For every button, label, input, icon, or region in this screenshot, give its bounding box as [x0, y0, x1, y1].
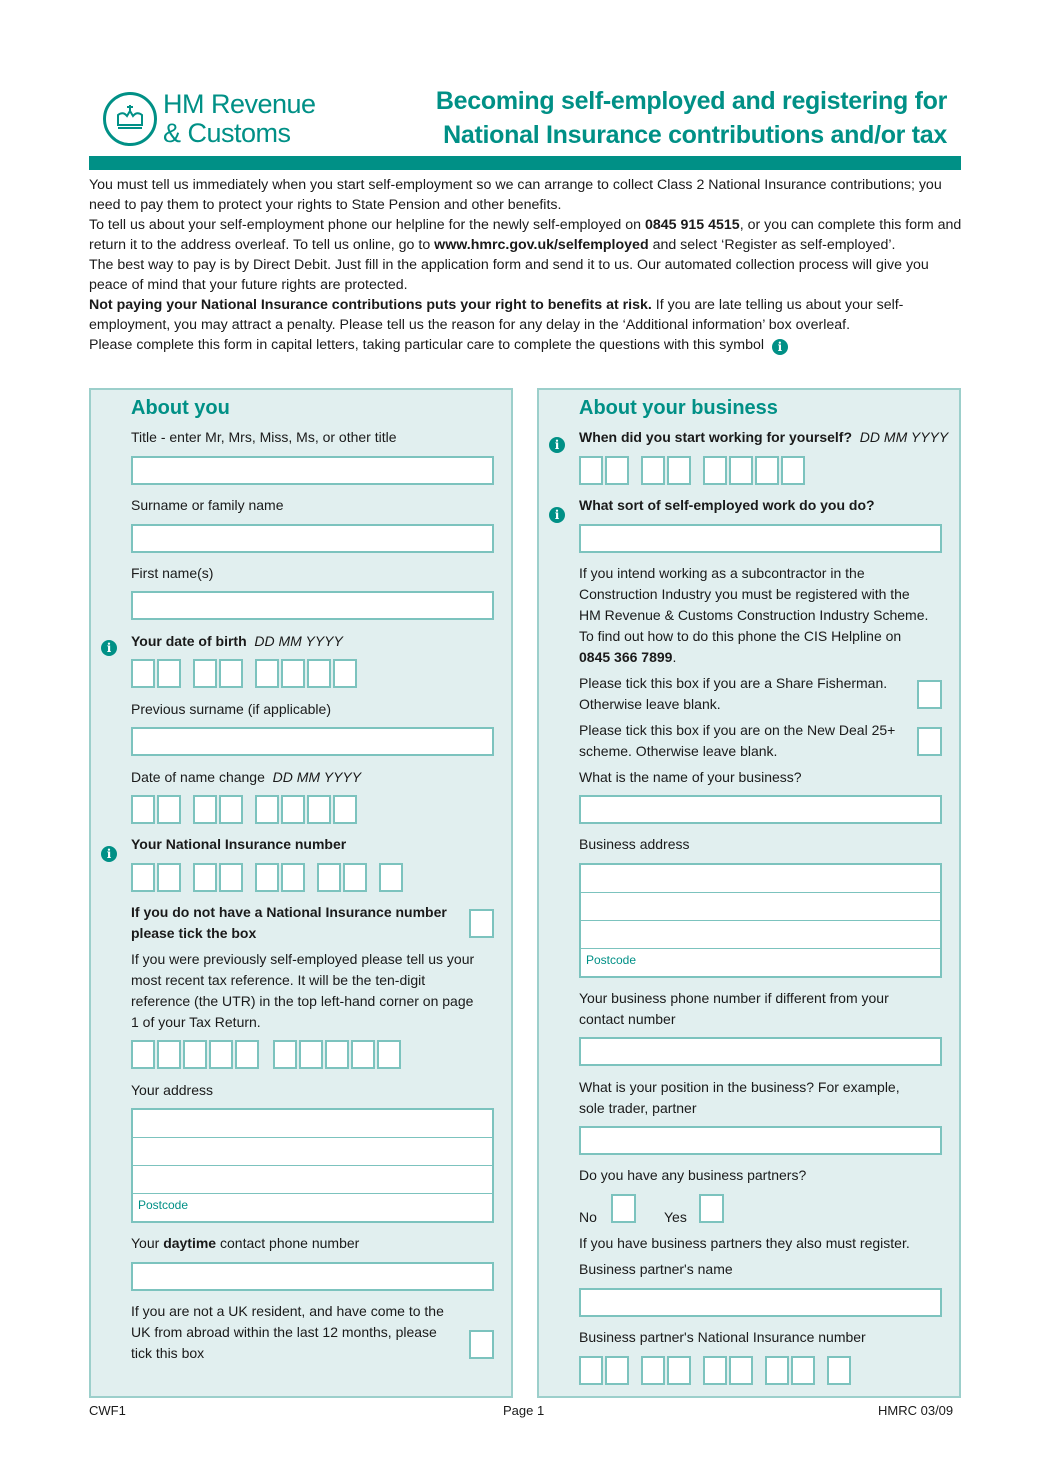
- prev-surname-input[interactable]: [131, 727, 494, 756]
- partner-nino-box[interactable]: [667, 1356, 691, 1385]
- dob-year-1[interactable]: [255, 659, 279, 688]
- start-label-text: When did you start working for yourself?: [579, 429, 853, 445]
- dob-day-2[interactable]: [157, 659, 181, 688]
- intro-p4-text: If you are late telling us about your self-employment, you may attract a penalty. Please tell us the reason for any delay in the ‘Additional information’ box overleaf.: [89, 297, 904, 333]
- utr-box[interactable]: [131, 1040, 155, 1069]
- new-deal-text-2: scheme. Otherwise leave blank.: [579, 743, 778, 759]
- utr-box[interactable]: [157, 1040, 181, 1069]
- nc-year-4[interactable]: [333, 795, 357, 824]
- start-month-2[interactable]: [667, 456, 691, 485]
- nc-year-3[interactable]: [307, 795, 331, 824]
- address-line-3[interactable]: [133, 1166, 492, 1194]
- intro-para-1: You must tell us immediately when you start self-employment so we can arrange to collect Class 2 National Insurance contributions; you need to pay them to protect your rights to State Pension and other benefits.: [89, 177, 942, 213]
- title-line-2: National Insurance contributions and/or tax: [443, 121, 947, 149]
- nino-box[interactable]: [193, 863, 217, 892]
- work-type-label: [579, 495, 875, 516]
- position-input[interactable]: [579, 1126, 942, 1155]
- partner-name-input[interactable]: [579, 1288, 942, 1317]
- phone-label-b: contact phone number: [216, 1235, 360, 1251]
- title-label: Title - enter Mr, Mrs, Miss, Ms, or other title: [131, 429, 397, 445]
- nc-month-1[interactable]: [193, 795, 217, 824]
- cis-phone: 0845 366 7899: [579, 649, 673, 665]
- utr-box[interactable]: [273, 1040, 297, 1069]
- nc-day-2[interactable]: [157, 795, 181, 824]
- fisherman-text: Please tick this box if you are a Share Fisherman. Otherwise leave blank.: [579, 675, 888, 712]
- start-year-1[interactable]: [703, 456, 727, 485]
- warning-bold: Not paying your National Insurance contributions puts your right to benefits at risk.: [89, 297, 652, 313]
- no-nino-text-2: please tick the box: [131, 925, 257, 941]
- surname-input[interactable]: [131, 524, 494, 553]
- intro-para-3: The best way to pay is by Direct Debit. Just fill in the application form and send it to us. Our automated collection process will give you peace of mind that your future rights are protected.: [89, 257, 929, 293]
- intro-para-4: [89, 295, 969, 335]
- dob-label-text: Your date of birth: [131, 633, 247, 649]
- dob-format: DD MM YYYY: [254, 633, 343, 649]
- cis-text: [579, 563, 934, 668]
- dob-year-2[interactable]: [281, 659, 305, 688]
- position-label: What is your position in the business? For example, sole trader, partner: [579, 1079, 900, 1116]
- partner-nino-box[interactable]: [605, 1356, 629, 1385]
- cis-text-end: .: [672, 649, 677, 665]
- first-name-input[interactable]: [131, 591, 494, 620]
- business-address-line-1[interactable]: [581, 865, 940, 893]
- utr-box[interactable]: [209, 1040, 233, 1069]
- utr-text: If you were previously self-employed please tell us your most recent tax reference. It will be the ten-digit reference (the UTR) in the top left-hand corner on page 1 of your Tax Return.: [131, 951, 475, 1030]
- partner-name-label: Business partner's name: [579, 1261, 733, 1277]
- nino-box[interactable]: [219, 863, 243, 892]
- nino-boxes: [131, 863, 405, 892]
- name-change-format: DD MM YYYY: [272, 769, 362, 785]
- partner-nino-box[interactable]: [827, 1356, 851, 1385]
- phone-input[interactable]: [131, 1262, 494, 1291]
- dob-year-3[interactable]: [307, 659, 331, 688]
- nc-year-1[interactable]: [255, 795, 279, 824]
- nino-label: [131, 834, 346, 855]
- no-label: No: [579, 1209, 597, 1225]
- intro-p2-text: To tell us about your self-employment phone our helpline for the newly self-employed on: [89, 217, 645, 233]
- utr-boxes: [131, 1040, 403, 1069]
- business-address-fields: [579, 863, 942, 978]
- title-line-1: Becoming self-employed and registering for: [435, 87, 947, 115]
- start-date-label: [579, 427, 948, 448]
- business-address-line-3[interactable]: [581, 921, 940, 949]
- nc-month-2[interactable]: [219, 795, 243, 824]
- name-change-label-text: Date of name change: [131, 769, 265, 785]
- hmrc-logo: [103, 89, 343, 148]
- form-version: HMRC 03/09: [878, 1403, 954, 1418]
- start-day-2[interactable]: [605, 456, 629, 485]
- dob-day-1[interactable]: [131, 659, 155, 688]
- nino-box[interactable]: [255, 863, 279, 892]
- phone-label-a: Your: [131, 1235, 164, 1251]
- address-line-2[interactable]: [133, 1138, 492, 1166]
- info-icon: i: [101, 640, 117, 656]
- nc-year-2[interactable]: [281, 795, 305, 824]
- nino-box[interactable]: [157, 863, 181, 892]
- info-icon: i: [772, 339, 788, 355]
- dob-label: [131, 631, 343, 652]
- work-label-text: What sort of self-employed work do you do?: [579, 497, 875, 513]
- phone-label-bold: daytime: [163, 1235, 217, 1251]
- postcode-label: Postcode: [138, 1198, 189, 1212]
- start-day-1[interactable]: [579, 456, 603, 485]
- business-name-input[interactable]: [579, 795, 942, 824]
- utr-box[interactable]: [235, 1040, 259, 1069]
- new-deal-text: [579, 720, 909, 762]
- partner-nino-box[interactable]: [765, 1356, 789, 1385]
- start-year-4[interactable]: [781, 456, 805, 485]
- partner-nino-box[interactable]: [579, 1356, 603, 1385]
- start-month-1[interactable]: [641, 456, 665, 485]
- no-nino-label: [131, 902, 461, 944]
- utr-box[interactable]: [377, 1040, 401, 1069]
- no-nino-checkbox[interactable]: [469, 909, 494, 938]
- non-uk-checkbox[interactable]: [469, 1330, 494, 1359]
- partner-nino-boxes: [579, 1356, 853, 1385]
- form-code: CWF1: [89, 1403, 126, 1418]
- utr-box[interactable]: [325, 1040, 349, 1069]
- name-change-label: [131, 767, 361, 788]
- business-name-label: What is the name of your business?: [579, 769, 802, 785]
- partners-no-checkbox[interactable]: [611, 1194, 636, 1223]
- non-uk-text: If you are not a UK resident, and have come to the UK from abroad within the last 12 months, please tick this box: [131, 1303, 444, 1361]
- intro-p5-text: Please complete this form in capital letters, taking particular care to complete the questions with this symbol: [89, 337, 765, 353]
- utr-box[interactable]: [183, 1040, 207, 1069]
- yes-label: Yes: [664, 1209, 687, 1225]
- address-label: Your address: [131, 1082, 213, 1098]
- page-number: Page 1: [503, 1403, 545, 1418]
- partners-note: If you have business partners they also must register.: [579, 1235, 910, 1251]
- fisherman-checkbox[interactable]: [917, 680, 942, 709]
- start-year-2[interactable]: [729, 456, 753, 485]
- business-phone-label: Your business phone number if different from your contact number: [579, 990, 889, 1027]
- intro-p2-text-c: and select ‘Register as self-employed’.: [648, 237, 896, 253]
- work-type-input[interactable]: [579, 524, 942, 553]
- partner-nino-box[interactable]: [703, 1356, 727, 1385]
- partners-yes-checkbox[interactable]: [699, 1194, 724, 1223]
- helpline-phone: 0845 915 4515: [645, 217, 740, 233]
- address-line-1[interactable]: [133, 1110, 492, 1138]
- partner-nino-box[interactable]: [729, 1356, 753, 1385]
- logo-line-1: HM Revenue: [163, 89, 316, 119]
- new-deal-checkbox[interactable]: [917, 727, 942, 756]
- business-postcode-field[interactable]: [581, 949, 940, 977]
- form-title: [420, 84, 947, 152]
- intro-para-2: [89, 215, 969, 255]
- nino-box[interactable]: [343, 863, 367, 892]
- dob-boxes: [131, 659, 359, 688]
- nino-box[interactable]: [379, 863, 403, 892]
- dob-year-4[interactable]: [333, 659, 357, 688]
- title-input[interactable]: [131, 456, 494, 485]
- hmrc-url-link[interactable]: www.hmrc.gov.uk/selfemployed: [434, 237, 649, 253]
- header-divider: [89, 156, 961, 170]
- info-icon: i: [549, 437, 565, 453]
- dob-month-1[interactable]: [193, 659, 217, 688]
- nino-label-text: Your National Insurance number: [131, 836, 347, 852]
- business-phone-input[interactable]: [579, 1037, 942, 1066]
- new-deal-text-1: Please tick this box if you are on the New Deal 25+: [579, 722, 896, 738]
- info-icon: i: [549, 507, 565, 523]
- address-fields: [131, 1108, 494, 1223]
- dob-month-2[interactable]: [219, 659, 243, 688]
- surname-label: Surname or family name: [131, 497, 284, 513]
- business-address-label: Business address: [579, 836, 690, 852]
- start-format: DD MM YYYY: [859, 429, 949, 445]
- intro-p2-text-b: , or you can complete this form and return it to the address overleaf. To tell us online, go to: [89, 217, 962, 253]
- partner-nino-label: Business partner's National Insurance number: [579, 1329, 866, 1345]
- intro-text: [89, 175, 969, 355]
- partner-nino-box[interactable]: [791, 1356, 815, 1385]
- phone-label: [131, 1233, 359, 1254]
- nino-box[interactable]: [131, 863, 155, 892]
- prev-surname-label: Previous surname (if applicable): [131, 701, 331, 717]
- logo-line-2: & Customs: [163, 118, 291, 148]
- start-year-3[interactable]: [755, 456, 779, 485]
- about-you-heading: About you: [131, 397, 230, 419]
- intro-para-5: [89, 335, 969, 355]
- postcode-label: Postcode: [586, 953, 637, 967]
- partners-label: Do you have any business partners?: [579, 1167, 807, 1183]
- crown-crest-icon: [103, 92, 157, 146]
- nino-box[interactable]: [317, 863, 341, 892]
- no-nino-text-1: If you do not have a National Insurance number: [131, 904, 447, 920]
- postcode-field[interactable]: [133, 1194, 492, 1222]
- info-icon: i: [101, 846, 117, 862]
- about-business-heading: About your business: [579, 397, 778, 419]
- nc-day-1[interactable]: [131, 795, 155, 824]
- utr-box[interactable]: [299, 1040, 323, 1069]
- utr-box[interactable]: [351, 1040, 375, 1069]
- partner-nino-box[interactable]: [641, 1356, 665, 1385]
- nino-box[interactable]: [281, 863, 305, 892]
- first-name-label: First name(s): [131, 565, 214, 581]
- cis-text-body: If you intend working as a subcontractor in the Construction Industry you must be registered with the HM Revenue & Customs Construction Industry Scheme. To find out how to do this phone the CIS Helpline on: [579, 565, 929, 644]
- business-address-line-2[interactable]: [581, 893, 940, 921]
- start-date-boxes: [579, 456, 807, 485]
- name-change-boxes: [131, 795, 359, 824]
